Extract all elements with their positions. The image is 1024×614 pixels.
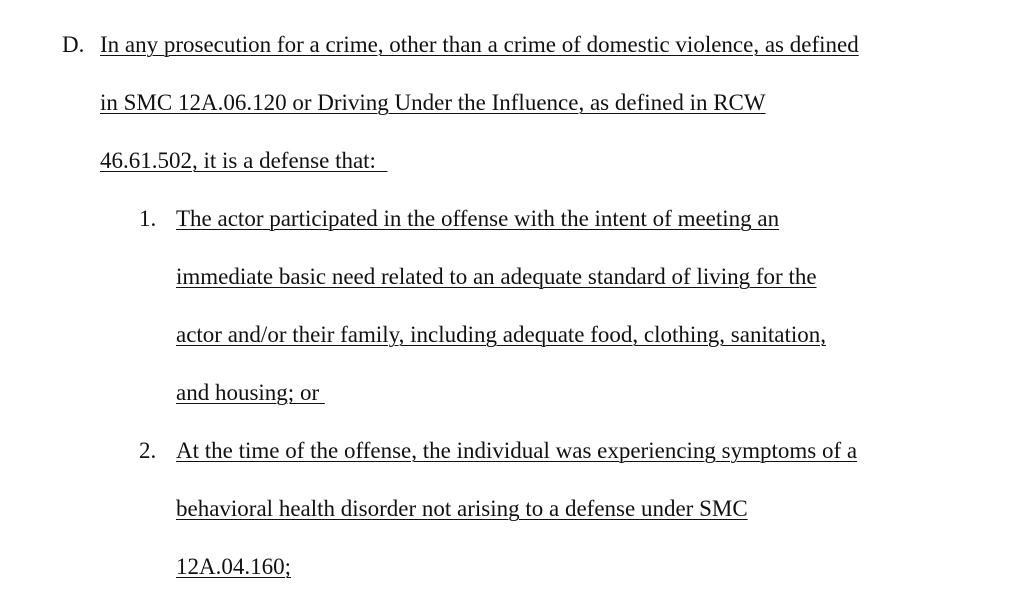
- section-text-line: In any prosecution for a crime, other than a crime of domestic violence, as defined: [100, 32, 859, 57]
- list-item-text-line: behavioral health disorder not arising to a defense under SMC: [176, 496, 748, 521]
- list-item-text-line: The actor participated in the offense with the intent of meeting an: [176, 206, 780, 231]
- section-text-line: 46.61.502, it is a defense that:: [100, 148, 388, 173]
- list-item-text-line: and housing; or: [176, 380, 325, 405]
- list-item-text-line: immediate basic need related to an adequate standard of living for the: [176, 264, 817, 289]
- list-item-text-line: 12A.04.160;: [176, 554, 291, 579]
- list-item-text-line: At the time of the offense, the individual was experiencing symptoms of a: [176, 438, 858, 463]
- list-item-marker: 1.: [139, 206, 157, 231]
- section-text-line: in SMC 12A.06.120 or Driving Under the Influence, as defined in RCW: [100, 90, 766, 115]
- list-item-text-line: actor and/or their family, including adequate food, clothing, sanitation,: [176, 322, 826, 347]
- list-item-marker: 2.: [139, 438, 157, 463]
- section-marker: D.: [62, 32, 85, 57]
